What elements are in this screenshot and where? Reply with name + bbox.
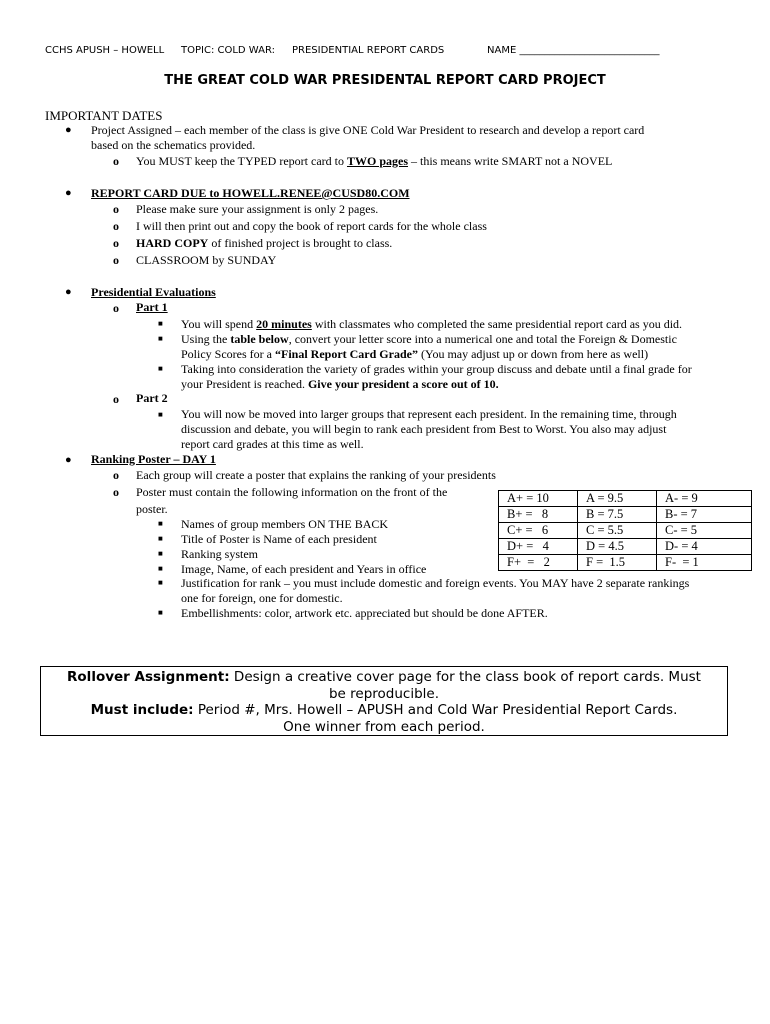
square-bullet-icon: ■ [158,319,163,328]
due-item3-rest: of finished project is brought to class. [208,236,393,250]
table-row [499,523,752,539]
must-include-label: Must include: [90,702,194,718]
circle-bullet-icon: o [113,392,119,406]
table-cell: B = 7.5 [578,507,657,523]
part1-b2-pre: Policy Scores for a [181,347,275,361]
part1-b2-bold: “Final Report Card Grade” [274,347,418,361]
circle-bullet-icon: o [113,468,119,482]
grade-conversion-table [498,490,752,571]
circle-bullet-icon: o [113,301,119,315]
important-dates-heading: IMPORTANT DATES [45,108,163,123]
table-cell: B+ = 8 [499,507,578,523]
assigned-line1: Project Assigned – each member of the class is give ONE Cold War President to research and develop a report card [91,123,645,137]
square-bullet-icon: ■ [158,519,163,528]
header-name-field: NAME ____________________________ [487,45,660,56]
due-item3 [136,236,392,251]
assigned-sub [136,154,612,169]
table-cell: F- = 1 [657,555,752,571]
part1-a-pre: You will spend [181,317,257,331]
ranking-sub1: Names of group members ON THE BACK [181,517,389,531]
table-cell: C+ = 6 [499,523,578,539]
bullet-icon: ● [65,187,72,199]
page-title: THE GREAT COLD WAR PRESIDENTAL REPORT CARD PROJECT [164,73,606,88]
bullet-icon: ● [65,286,72,298]
part1-c2-bold: Give your president a score out of 10. [307,377,499,391]
rollover-line4: One winner from each period. [283,718,485,735]
table-cell: A- = 9 [657,491,752,507]
part1-b2-post: (You may adjust up or down from here as well) [417,347,649,361]
table-cell: B- = 7 [657,507,752,523]
rollover-assignment-box [40,666,728,736]
square-bullet-icon: ■ [158,410,163,419]
table-cell: D = 4.5 [578,539,657,555]
ranking-item2: Poster must contain the following information on the front of the [136,485,448,499]
part1-item-c: Taking into consideration the variety of grades within your group discuss and debate until a final grade for [181,362,692,376]
square-bullet-icon: ■ [158,564,163,573]
table-row [499,539,752,555]
ranking-sub2: Title of Poster is Name of each president [181,532,377,546]
part1-item-b [181,332,677,347]
table-cell: F = 1.5 [578,555,657,571]
part1-item-a [181,317,682,332]
ranking-heading: Ranking Poster – DAY 1 [91,452,216,466]
table-cell: D+ = 4 [499,539,578,555]
square-bullet-icon: ■ [158,534,163,543]
due-heading: REPORT CARD DUE to HOWELL.RENEE@CUSD80.COM [91,186,410,200]
part1-item-c-line2 [181,377,499,392]
ranking-sub3: Ranking system [181,547,258,561]
part1-b-pre: Using the [181,332,231,346]
due-item1: Please make sure your assignment is only 2 pages. [136,202,379,216]
rollover-line1-rest: Design a creative cover page for the class book of report cards. Must [229,669,701,685]
table-cell: C- = 5 [657,523,752,539]
square-bullet-icon: ■ [158,578,163,587]
part2-line1: You will now be moved into larger groups that represent each president. In the remaining time, through [181,407,677,421]
table-cell: D- = 4 [657,539,752,555]
circle-bullet-icon: o [113,154,119,168]
table-cell: C = 5.5 [578,523,657,539]
header-course: CCHS APUSH – HOWELL [45,45,165,56]
table-cell: A+ = 10 [499,491,578,507]
part2-heading: Part 2 [136,391,168,405]
part1-a-bold: 20 minutes [256,317,312,331]
part1-b-bold: table below [230,332,289,346]
part2-line2: discussion and debate, you will begin to rank each president from Best to Worst. You also may adjust [181,422,667,436]
rollover-label: Rollover Assignment: [67,669,230,685]
rollover-line3 [41,702,727,719]
part1-b-post: , convert your letter score into a numerical one and total the Foreign & Domestic [288,332,677,346]
part1-heading: Part 1 [136,300,168,314]
ranking-item2-line2: poster. [136,502,168,516]
evaluations-heading: Presidential Evaluations [91,285,216,299]
header-topic: TOPIC: COLD WAR: [181,45,275,56]
square-bullet-icon: ■ [158,608,163,617]
square-bullet-icon: ■ [158,549,163,558]
table-row [499,555,752,571]
ranking-item1: Each group will create a poster that explains the ranking of your presidents [136,468,496,482]
ranking-sub4: Image, Name, of each president and Years in office [181,562,427,576]
header-subject: PRESIDENTIAL REPORT CARDS [292,45,445,56]
ranking-sub5: Justification for rank – you must include domestic and foreign events. You MAY have 2 separate rankings [181,576,690,590]
assigned-line2: based on the schematics provided. [91,138,256,152]
assigned-sub-post: – this means write SMART not a NOVEL [408,154,613,168]
square-bullet-icon: ■ [158,334,163,343]
circle-bullet-icon: o [113,236,119,250]
part1-a-post: with classmates who completed the same presidential report card as you did. [311,317,683,331]
square-bullet-icon: ■ [158,364,163,373]
table-row [499,491,752,507]
part1-item-b-line2 [181,347,648,362]
due-item4: CLASSROOM by SUNDAY [136,253,277,267]
assigned-sub-bold: TWO pages [346,154,408,168]
table-cell: A = 9.5 [578,491,657,507]
circle-bullet-icon: o [113,219,119,233]
due-item2: I will then print out and copy the book of report cards for the whole class [136,219,487,233]
circle-bullet-icon: o [113,202,119,216]
assigned-sub-pre: You MUST keep the TYPED report card to [136,154,347,168]
table-row [499,507,752,523]
part2-line3: report card grades at this time as well. [181,437,364,451]
due-item3-bold: HARD COPY [136,236,209,250]
part1-c2-pre: your President is reached. [181,377,308,391]
bullet-icon: ● [65,124,72,136]
circle-bullet-icon: o [113,485,119,499]
bullet-icon: ● [65,454,72,466]
ranking-sub5-line2: one for foreign, one for domestic. [181,591,343,605]
circle-bullet-icon: o [113,253,119,267]
must-include-rest: Period #, Mrs. Howell – APUSH and Cold War Presidential Report Cards. [193,702,678,718]
rollover-line1 [41,669,727,686]
table-cell: F+ = 2 [499,555,578,571]
ranking-sub6: Embellishments: color, artwork etc. appreciated but should be done AFTER. [181,606,548,620]
rollover-line2: be reproducible. [328,685,440,702]
